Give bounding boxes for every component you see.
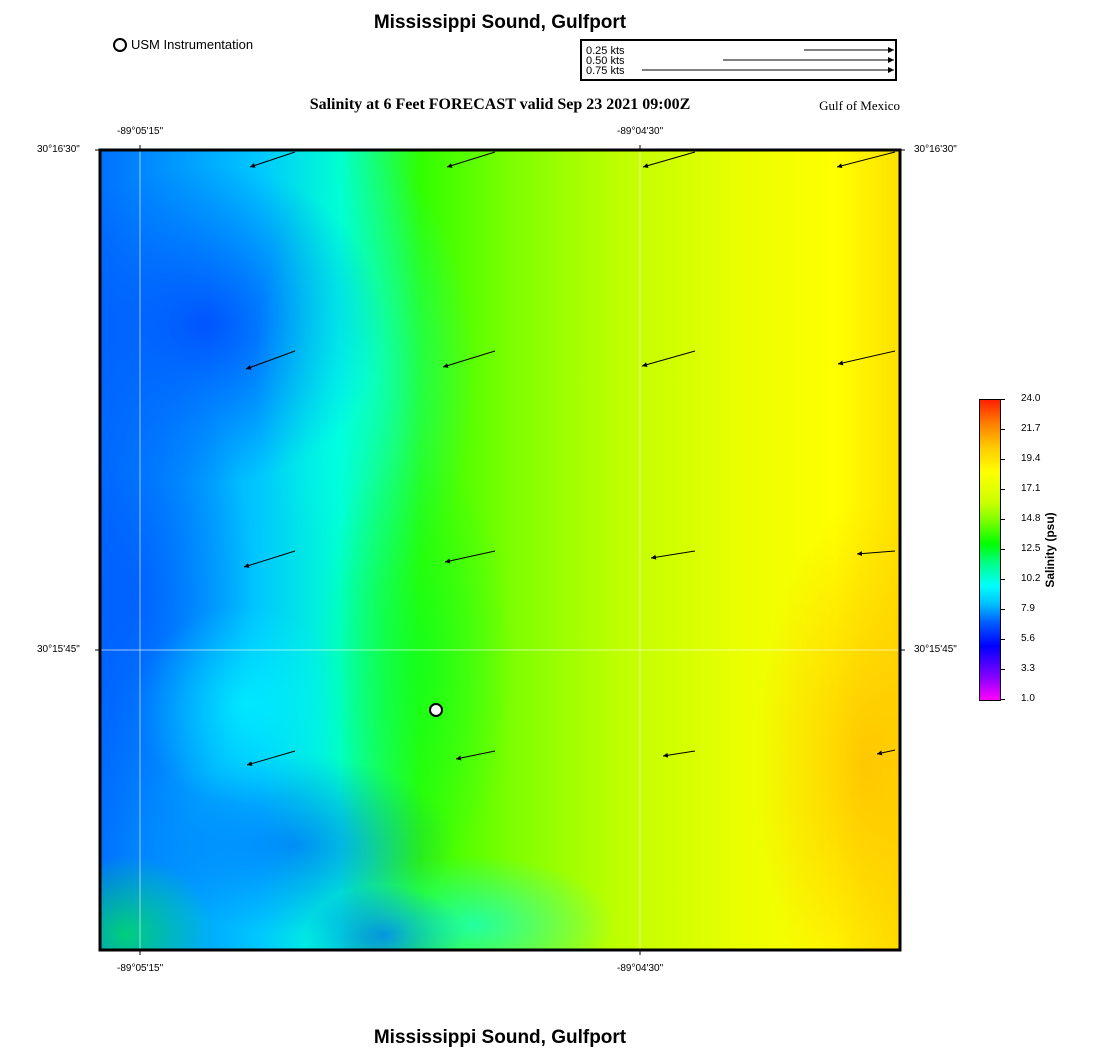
station-circle-icon — [113, 38, 127, 52]
colorbar-tick-mark — [1000, 669, 1005, 670]
map-subtitle: Salinity at 6 Feet FORECAST valid Sep 23 2021 09:00Z — [309, 96, 691, 113]
colorbar-tick-label: 21.7 — [1021, 423, 1041, 434]
colorbar-tick-mark — [1000, 609, 1005, 610]
colorbar-tick-label: 12.5 — [1021, 543, 1041, 554]
lat-tick-label: 30°15'45" — [914, 644, 957, 655]
colorbar-tick-label: 1.0 — [1021, 693, 1035, 704]
colorbar-tick-label: 19.4 — [1021, 453, 1041, 464]
colorbar-tick-mark — [1000, 549, 1005, 550]
lon-tick-label: -89°05'15" — [117, 126, 164, 137]
colorbar-tick-mark — [1000, 639, 1005, 640]
colorbar-label: Salinity (psu) — [1043, 512, 1057, 588]
colorbar-tick-mark — [1000, 519, 1005, 520]
vector-scale-label: 0.25 kts — [586, 45, 625, 57]
footer-title: Mississippi Sound, Gulfport — [373, 1027, 627, 1048]
map-title: Mississippi Sound, Gulfport — [373, 12, 627, 33]
colorbar-tick-label: 24.0 — [1021, 393, 1041, 404]
colorbar-tick-label: 14.8 — [1021, 513, 1041, 524]
station-legend — [113, 37, 253, 52]
colorbar-tick-label: 5.6 — [1021, 633, 1035, 644]
colorbar-tick-mark — [1000, 429, 1005, 430]
colorbar-tick-mark — [1000, 399, 1005, 400]
region-label: Gulf of Mexico — [819, 98, 900, 113]
colorbar-tick-label: 17.1 — [1021, 483, 1041, 494]
vector-scale-arrows — [582, 41, 895, 79]
lon-tick-label: -89°05'15" — [117, 963, 164, 974]
lat-tick-label: 30°16'30" — [37, 144, 80, 155]
colorbar-tick-mark — [1000, 699, 1005, 700]
lat-tick-label: 30°16'30" — [914, 144, 957, 155]
lat-tick-label: 30°15'45" — [37, 644, 80, 655]
colorbar-tick-mark — [1000, 489, 1005, 490]
colorbar-tick-label: 3.3 — [1021, 663, 1035, 674]
usm-station-marker — [430, 704, 442, 716]
vector-scale-label: 0.50 kts — [586, 55, 625, 67]
salinity-map[interactable] — [95, 145, 907, 955]
colorbar-tick-mark — [1000, 579, 1005, 580]
vector-scale-label: 0.75 kts — [586, 65, 625, 77]
station-legend-label: USM Instrumentation — [131, 37, 254, 52]
salinity-field — [315, 445, 515, 885]
lon-tick-label: -89°04'30" — [617, 126, 664, 137]
colorbar-tick-mark — [1000, 459, 1005, 460]
vector-scale-legend — [580, 39, 897, 81]
colorbar-tick-label: 10.2 — [1021, 573, 1041, 584]
salinity-colorbar — [979, 399, 1001, 701]
colorbar-tick-label: 7.9 — [1021, 603, 1035, 614]
lon-tick-label: -89°04'30" — [617, 963, 664, 974]
